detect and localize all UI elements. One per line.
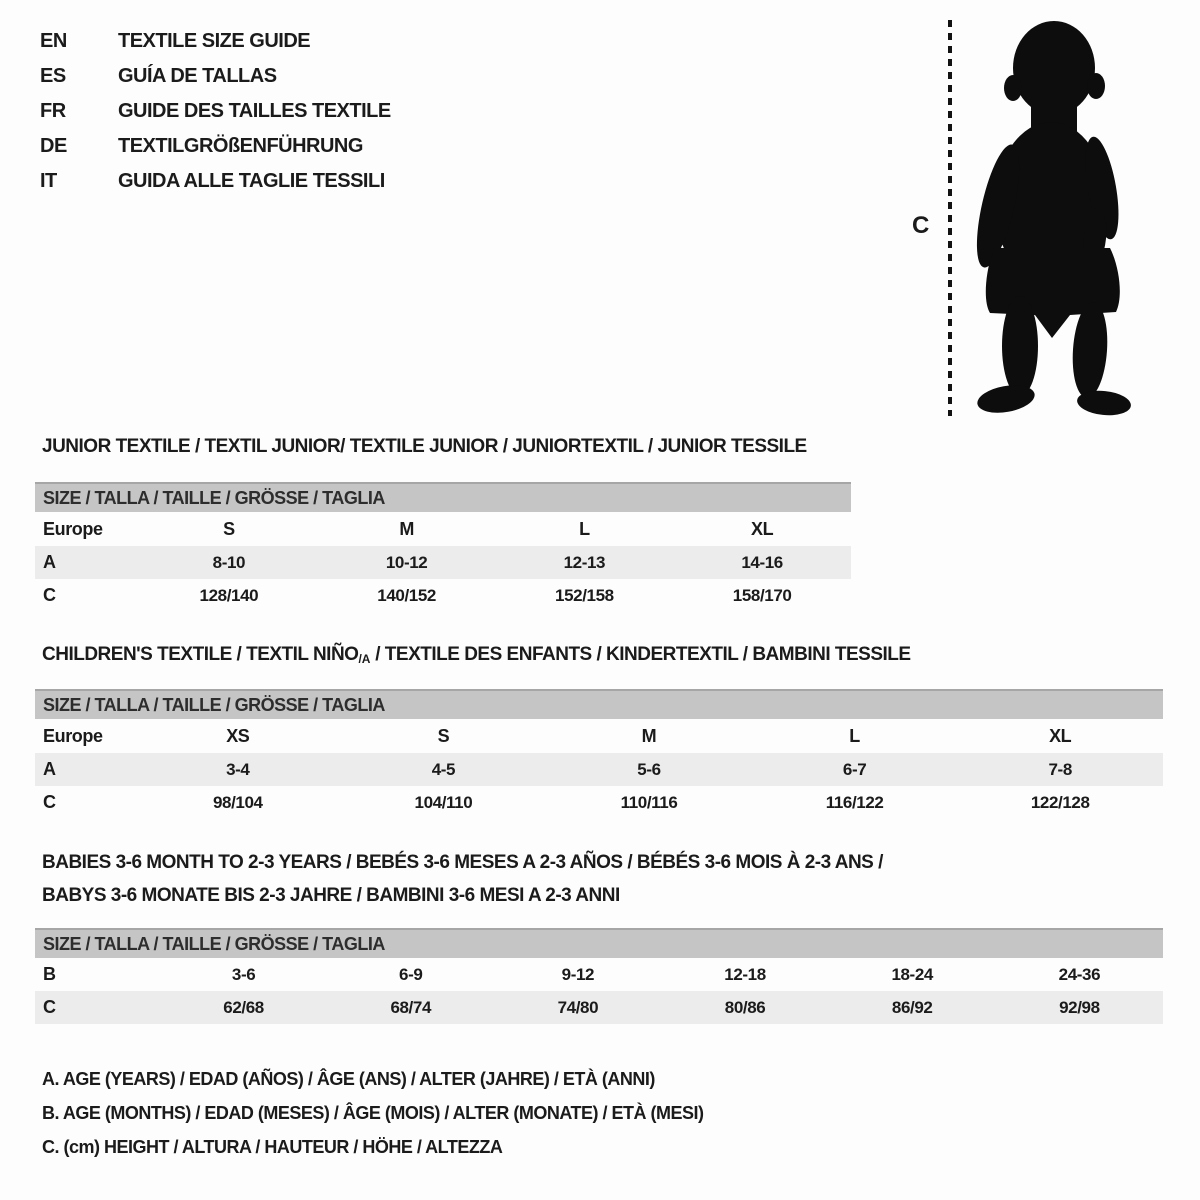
junior-section-heading: JUNIOR TEXTILE / TEXTIL JUNIOR/ TEXTILE JUNIOR / JUNIORTEXTIL / JUNIOR TESSILE — [42, 436, 807, 457]
table-cell: 128/140 — [199, 585, 259, 605]
language-code: DE — [40, 135, 67, 157]
table-cell: 18-24 — [891, 964, 933, 984]
table-cell: 5-6 — [546, 753, 752, 786]
junior-table — [35, 512, 851, 612]
table-cell: 86/92 — [829, 991, 996, 1024]
table-cell: 152/158 — [555, 585, 614, 605]
row-label: A — [35, 753, 135, 786]
legend-notes — [42, 1068, 703, 1170]
children-section-heading — [42, 644, 911, 666]
row-label: A — [35, 546, 140, 579]
table-cell: 98/104 — [212, 792, 263, 812]
size-header-band: SIZE / TALLA / TAILLE / GRÖSSE / TAGLIA — [35, 689, 1163, 719]
table-cell: 104/110 — [414, 792, 473, 812]
language-title: TEXTILGRÖßENFÜHRUNG — [118, 135, 363, 157]
table-cell: 8-10 — [140, 546, 318, 579]
table-row — [35, 512, 851, 546]
babies-heading-line1: BABIES 3-6 MONTH TO 2-3 YEARS / BEBÉS 3-6 MESES A 2-3 AÑOS / BÉBÉS 3-6 MOIS À 2-3 ANS / — [42, 852, 883, 873]
table-cell: 158/170 — [732, 585, 792, 605]
table-cell: 140/152 — [377, 585, 436, 605]
size-header-band: SIZE / TALLA / TAILLE / GRÖSSE / TAGLIA — [35, 482, 851, 512]
table-cell: XL — [751, 518, 774, 539]
table-cell: S — [437, 725, 450, 746]
table-cell: XL — [1049, 725, 1072, 746]
table-row — [35, 786, 1163, 819]
table-cell: 12-18 — [724, 964, 766, 984]
table-cell: 9-12 — [561, 964, 595, 984]
language-row-de — [40, 135, 391, 170]
table-cell: 6-7 — [752, 753, 958, 786]
language-row-es — [40, 65, 391, 100]
table-cell: L — [579, 518, 590, 539]
row-label: B — [43, 964, 56, 984]
children-heading-text: / TEXTILE DES ENFANTS / KINDERTEXTIL / BAMBINI TESSILE — [370, 644, 911, 665]
language-row-it — [40, 170, 391, 205]
table-cell: 92/98 — [996, 991, 1163, 1024]
table-row — [35, 546, 851, 579]
note-age-years: A. AGE (YEARS) / EDAD (AÑOS) / ÂGE (ANS) / ALTER (JAHRE) / ETÀ (ANNI) — [42, 1069, 655, 1089]
table-cell: 4-5 — [341, 753, 547, 786]
table-cell: L — [849, 725, 860, 746]
table-cell: 80/86 — [661, 991, 828, 1024]
children-table — [35, 719, 1163, 819]
row-label: Europe — [43, 725, 103, 746]
language-title: GUIDA ALLE TAGLIE TESSILI — [118, 170, 385, 192]
language-title-list — [40, 30, 391, 205]
table-cell: 24-36 — [1058, 964, 1101, 984]
table-cell: 122/128 — [1030, 792, 1090, 812]
babies-section-heading — [42, 846, 883, 912]
table-cell: 12-13 — [496, 546, 674, 579]
language-code: EN — [40, 30, 67, 52]
table-cell: 10-12 — [318, 546, 496, 579]
row-label: Europe — [43, 518, 103, 539]
language-code: FR — [40, 100, 66, 122]
height-measure-label: C — [912, 212, 930, 239]
language-title: TEXTILE SIZE GUIDE — [118, 30, 311, 52]
table-cell: 6-9 — [399, 964, 423, 984]
language-title: GUIDE DES TAILLES TEXTILE — [118, 100, 391, 122]
table-cell: 14-16 — [673, 546, 851, 579]
language-title: GUÍA DE TALLAS — [118, 65, 277, 87]
table-cell: 116/122 — [825, 792, 884, 812]
table-cell: 3-4 — [135, 753, 341, 786]
note-height-cm: C. (cm) HEIGHT / ALTURA / HAUTEUR / HÖHE / ALTEZZA — [42, 1137, 503, 1157]
language-row-fr — [40, 100, 391, 135]
table-cell: M — [641, 725, 657, 746]
language-row-en — [40, 30, 391, 65]
table-cell: 62/68 — [160, 991, 327, 1024]
children-size-table — [35, 689, 1163, 819]
row-label: C — [43, 792, 56, 812]
table-cell: 110/116 — [620, 792, 678, 812]
note-age-months: B. AGE (MONTHS) / EDAD (MESES) / ÂGE (MOIS) / ALTER (MONATE) / ETÀ (MESI) — [42, 1103, 704, 1123]
junior-size-table — [35, 482, 851, 612]
table-cell: 3-6 — [231, 964, 256, 984]
table-cell: 7-8 — [957, 753, 1163, 786]
child-silhouette-icon — [957, 16, 1147, 419]
table-cell: 68/74 — [327, 991, 494, 1024]
table-cell: S — [223, 518, 235, 539]
row-label: C — [43, 585, 56, 605]
children-heading-text: CHILDREN'S TEXTILE / TEXTIL NIÑO — [42, 644, 359, 665]
table-cell: XS — [226, 725, 250, 746]
table-row — [35, 579, 851, 612]
height-measure-dashed-line — [948, 20, 952, 416]
language-code: ES — [40, 65, 66, 87]
table-row — [35, 719, 1163, 753]
table-cell: 74/80 — [494, 991, 661, 1024]
table-row — [35, 958, 1163, 991]
babies-size-table — [35, 928, 1163, 1024]
table-cell: M — [399, 518, 414, 539]
language-code: IT — [40, 170, 57, 192]
table-row — [35, 991, 1163, 1024]
size-header-band: SIZE / TALLA / TAILLE / GRÖSSE / TAGLIA — [35, 928, 1163, 958]
row-label: C — [35, 991, 160, 1024]
babies-heading-line2: BABYS 3-6 MONATE BIS 2-3 JAHRE / BAMBINI 3-6 MESI A 2-3 ANNI — [42, 885, 620, 906]
children-heading-subscript: /A — [358, 652, 371, 666]
babies-table — [35, 958, 1163, 1024]
table-row — [35, 753, 1163, 786]
